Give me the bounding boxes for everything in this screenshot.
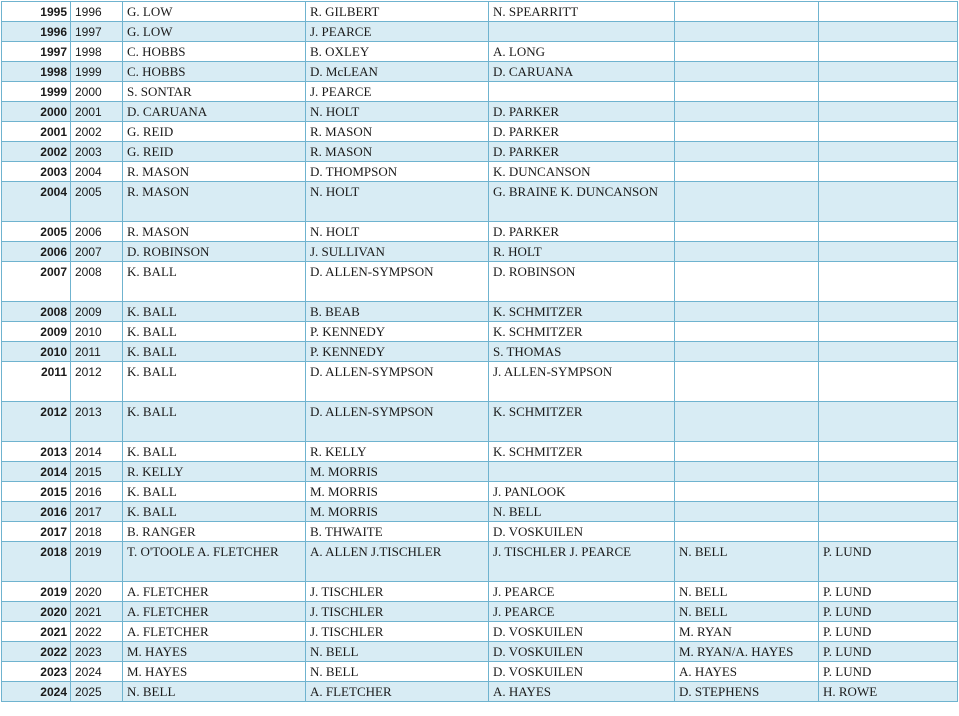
season-start-year-cell: 2016: [2, 502, 71, 522]
season-end-year-cell: 2016: [71, 482, 123, 502]
season-start-year-cell: 2006: [2, 242, 71, 262]
column-4-cell: [675, 82, 819, 102]
column-2-cell: N. BELL: [306, 642, 489, 662]
column-1-cell: R. MASON: [123, 222, 306, 242]
table-row: [2, 142, 958, 162]
column-5-cell: [819, 402, 958, 442]
column-3-cell: K. SCHMITZER: [489, 322, 675, 342]
table-row: [2, 582, 958, 602]
column-5-cell: [819, 482, 958, 502]
column-3-cell: D. VOSKUILEN: [489, 642, 675, 662]
column-5-cell: P. LUND: [819, 662, 958, 682]
season-end-year-cell: 2015: [71, 462, 123, 482]
season-end-year-cell: 2024: [71, 662, 123, 682]
column-3-cell: D. ROBINSON: [489, 262, 675, 302]
column-5-cell: [819, 302, 958, 322]
column-5-cell: H. ROWE: [819, 682, 958, 702]
column-2-cell: A. ALLEN J.TISCHLER: [306, 542, 489, 582]
column-5-cell: [819, 122, 958, 142]
column-4-cell: [675, 502, 819, 522]
season-start-year-cell: 2005: [2, 222, 71, 242]
table-row: [2, 82, 958, 102]
season-start-year-cell: 2002: [2, 142, 71, 162]
column-4-cell: D. STEPHENS: [675, 682, 819, 702]
column-2-cell: N. HOLT: [306, 182, 489, 222]
column-4-cell: [675, 2, 819, 22]
column-2-cell: N. HOLT: [306, 102, 489, 122]
column-2-cell: N. BELL: [306, 662, 489, 682]
column-4-cell: [675, 162, 819, 182]
column-1-cell: A. FLETCHER: [123, 582, 306, 602]
column-5-cell: P. LUND: [819, 622, 958, 642]
season-end-year-cell: 2001: [71, 102, 123, 122]
column-2-cell: M. MORRIS: [306, 462, 489, 482]
column-3-cell: K. SCHMITZER: [489, 442, 675, 462]
column-5-cell: [819, 522, 958, 542]
column-3-cell: D. PARKER: [489, 142, 675, 162]
season-end-year-cell: 2019: [71, 542, 123, 582]
column-3-cell: D. VOSKUILEN: [489, 662, 675, 682]
column-2-cell: A. FLETCHER: [306, 682, 489, 702]
column-2-cell: J. TISCHLER: [306, 582, 489, 602]
table-row: [2, 362, 958, 402]
column-1-cell: K. BALL: [123, 402, 306, 442]
column-2-cell: M. MORRIS: [306, 502, 489, 522]
season-start-year-cell: 2001: [2, 122, 71, 142]
column-5-cell: [819, 502, 958, 522]
column-1-cell: N. BELL: [123, 682, 306, 702]
season-end-year-cell: 1996: [71, 2, 123, 22]
column-1-cell: S. SONTAR: [123, 82, 306, 102]
column-1-cell: M. HAYES: [123, 662, 306, 682]
season-start-year-cell: 1996: [2, 22, 71, 42]
column-2-cell: P. KENNEDY: [306, 322, 489, 342]
column-4-cell: [675, 342, 819, 362]
column-1-cell: R. MASON: [123, 182, 306, 222]
column-3-cell: [489, 22, 675, 42]
season-end-year-cell: 2007: [71, 242, 123, 262]
column-1-cell: K. BALL: [123, 362, 306, 402]
column-5-cell: [819, 2, 958, 22]
column-3-cell: J. TISCHLER J. PEARCE: [489, 542, 675, 582]
column-1-cell: G. LOW: [123, 22, 306, 42]
column-5-cell: [819, 102, 958, 122]
column-2-cell: D. McLEAN: [306, 62, 489, 82]
season-start-year-cell: 2003: [2, 162, 71, 182]
season-start-year-cell: 2018: [2, 542, 71, 582]
season-end-year-cell: 2010: [71, 322, 123, 342]
season-end-year-cell: 2004: [71, 162, 123, 182]
season-end-year-cell: 1999: [71, 62, 123, 82]
column-1-cell: K. BALL: [123, 262, 306, 302]
table-row: [2, 642, 958, 662]
season-start-year-cell: 2015: [2, 482, 71, 502]
season-end-year-cell: 2003: [71, 142, 123, 162]
column-5-cell: [819, 362, 958, 402]
column-3-cell: D. PARKER: [489, 222, 675, 242]
season-end-year-cell: 2013: [71, 402, 123, 442]
column-2-cell: J. SULLIVAN: [306, 242, 489, 262]
column-3-cell: A. LONG: [489, 42, 675, 62]
table-row: [2, 662, 958, 682]
column-2-cell: J. TISCHLER: [306, 602, 489, 622]
column-4-cell: [675, 62, 819, 82]
season-end-year-cell: 1998: [71, 42, 123, 62]
column-3-cell: D. PARKER: [489, 102, 675, 122]
table-row: [2, 102, 958, 122]
season-start-year-cell: 2008: [2, 302, 71, 322]
column-5-cell: [819, 342, 958, 362]
column-3-cell: J. ALLEN-SYMPSON: [489, 362, 675, 402]
season-start-year-cell: 1999: [2, 82, 71, 102]
column-4-cell: [675, 102, 819, 122]
table-row: [2, 622, 958, 642]
column-2-cell: J. PEARCE: [306, 82, 489, 102]
column-4-cell: N. BELL: [675, 542, 819, 582]
season-start-year-cell: 2014: [2, 462, 71, 482]
column-4-cell: [675, 22, 819, 42]
column-5-cell: [819, 142, 958, 162]
column-1-cell: A. FLETCHER: [123, 622, 306, 642]
column-4-cell: [675, 182, 819, 222]
table-row: [2, 122, 958, 142]
table-row: [2, 242, 958, 262]
column-4-cell: M. RYAN: [675, 622, 819, 642]
column-3-cell: D. PARKER: [489, 122, 675, 142]
column-4-cell: [675, 462, 819, 482]
column-1-cell: A. FLETCHER: [123, 602, 306, 622]
season-end-year-cell: 2014: [71, 442, 123, 462]
season-end-year-cell: 2006: [71, 222, 123, 242]
column-3-cell: K. DUNCANSON: [489, 162, 675, 182]
column-4-cell: [675, 42, 819, 62]
column-4-cell: [675, 402, 819, 442]
column-1-cell: R. KELLY: [123, 462, 306, 482]
column-1-cell: K. BALL: [123, 342, 306, 362]
column-4-cell: [675, 302, 819, 322]
column-5-cell: [819, 162, 958, 182]
column-3-cell: K. SCHMITZER: [489, 302, 675, 322]
season-start-year-cell: 1998: [2, 62, 71, 82]
column-3-cell: D. CARUANA: [489, 62, 675, 82]
column-5-cell: [819, 82, 958, 102]
season-end-year-cell: 2021: [71, 602, 123, 622]
season-start-year-cell: 2009: [2, 322, 71, 342]
column-5-cell: P. LUND: [819, 602, 958, 622]
column-1-cell: K. BALL: [123, 482, 306, 502]
season-end-year-cell: 2017: [71, 502, 123, 522]
column-4-cell: [675, 142, 819, 162]
column-5-cell: [819, 62, 958, 82]
table-row: [2, 322, 958, 342]
column-4-cell: N. BELL: [675, 582, 819, 602]
season-start-year-cell: 2010: [2, 342, 71, 362]
season-end-year-cell: 2009: [71, 302, 123, 322]
season-start-year-cell: 2017: [2, 522, 71, 542]
column-5-cell: [819, 242, 958, 262]
column-3-cell: G. BRAINE K. DUNCANSON: [489, 182, 675, 222]
season-start-year-cell: 2022: [2, 642, 71, 662]
column-1-cell: G. LOW: [123, 2, 306, 22]
column-3-cell: N. BELL: [489, 502, 675, 522]
table-row: [2, 522, 958, 542]
column-2-cell: B. OXLEY: [306, 42, 489, 62]
column-4-cell: [675, 442, 819, 462]
column-3-cell: N. SPEARRITT: [489, 2, 675, 22]
column-3-cell: J. PEARCE: [489, 602, 675, 622]
column-2-cell: M. MORRIS: [306, 482, 489, 502]
table-row: [2, 222, 958, 242]
column-1-cell: G. REID: [123, 122, 306, 142]
table-row: [2, 462, 958, 482]
table-row: [2, 22, 958, 42]
column-1-cell: B. RANGER: [123, 522, 306, 542]
column-1-cell: K. BALL: [123, 502, 306, 522]
column-5-cell: P. LUND: [819, 642, 958, 662]
table-row: [2, 682, 958, 702]
column-3-cell: J. PANLOOK: [489, 482, 675, 502]
column-5-cell: [819, 262, 958, 302]
season-end-year-cell: 1997: [71, 22, 123, 42]
season-end-year-cell: 2025: [71, 682, 123, 702]
column-1-cell: R. MASON: [123, 162, 306, 182]
table-row: [2, 542, 958, 582]
column-5-cell: [819, 222, 958, 242]
column-2-cell: R. MASON: [306, 142, 489, 162]
column-2-cell: R. KELLY: [306, 442, 489, 462]
column-3-cell: S. THOMAS: [489, 342, 675, 362]
column-2-cell: D. ALLEN-SYMPSON: [306, 402, 489, 442]
column-1-cell: G. REID: [123, 142, 306, 162]
season-end-year-cell: 2022: [71, 622, 123, 642]
column-1-cell: K. BALL: [123, 322, 306, 342]
column-1-cell: K. BALL: [123, 442, 306, 462]
table-row: [2, 502, 958, 522]
table-row: [2, 402, 958, 442]
column-3-cell: [489, 462, 675, 482]
column-2-cell: J. PEARCE: [306, 22, 489, 42]
season-start-year-cell: 1997: [2, 42, 71, 62]
season-start-year-cell: 2004: [2, 182, 71, 222]
season-start-year-cell: 2020: [2, 602, 71, 622]
table-body: [2, 2, 958, 702]
season-end-year-cell: 2002: [71, 122, 123, 142]
season-start-year-cell: 2013: [2, 442, 71, 462]
table-row: [2, 162, 958, 182]
table-row: [2, 442, 958, 462]
column-3-cell: K. SCHMITZER: [489, 402, 675, 442]
column-1-cell: K. BALL: [123, 302, 306, 322]
table-row: [2, 262, 958, 302]
column-5-cell: P. LUND: [819, 582, 958, 602]
column-4-cell: [675, 222, 819, 242]
column-2-cell: J. TISCHLER: [306, 622, 489, 642]
column-2-cell: D. THOMPSON: [306, 162, 489, 182]
column-2-cell: R. MASON: [306, 122, 489, 142]
column-4-cell: [675, 242, 819, 262]
column-3-cell: R. HOLT: [489, 242, 675, 262]
column-5-cell: [819, 322, 958, 342]
season-start-year-cell: 2023: [2, 662, 71, 682]
season-start-year-cell: 2012: [2, 402, 71, 442]
column-5-cell: P. LUND: [819, 542, 958, 582]
season-end-year-cell: 2023: [71, 642, 123, 662]
table-row: [2, 42, 958, 62]
column-4-cell: [675, 322, 819, 342]
column-4-cell: M. RYAN/A. HAYES: [675, 642, 819, 662]
column-3-cell: D. VOSKUILEN: [489, 522, 675, 542]
column-3-cell: [489, 82, 675, 102]
column-4-cell: A. HAYES: [675, 662, 819, 682]
table-row: [2, 2, 958, 22]
column-4-cell: [675, 482, 819, 502]
season-end-year-cell: 2020: [71, 582, 123, 602]
column-5-cell: [819, 462, 958, 482]
column-1-cell: M. HAYES: [123, 642, 306, 662]
season-end-year-cell: 2018: [71, 522, 123, 542]
season-start-year-cell: 1995: [2, 2, 71, 22]
column-2-cell: B. BEAB: [306, 302, 489, 322]
column-3-cell: A. HAYES: [489, 682, 675, 702]
column-4-cell: [675, 262, 819, 302]
column-1-cell: C. HOBBS: [123, 62, 306, 82]
table-row: [2, 482, 958, 502]
season-start-year-cell: 2024: [2, 682, 71, 702]
table-row: [2, 182, 958, 222]
column-1-cell: T. O'TOOLE A. FLETCHER: [123, 542, 306, 582]
column-3-cell: D. VOSKUILEN: [489, 622, 675, 642]
honours-table: [1, 1, 958, 702]
column-5-cell: [819, 42, 958, 62]
season-start-year-cell: 2007: [2, 262, 71, 302]
season-end-year-cell: 2005: [71, 182, 123, 222]
table-row: [2, 342, 958, 362]
season-end-year-cell: 2011: [71, 342, 123, 362]
season-end-year-cell: 2012: [71, 362, 123, 402]
column-5-cell: [819, 442, 958, 462]
column-1-cell: D. ROBINSON: [123, 242, 306, 262]
column-2-cell: P. KENNEDY: [306, 342, 489, 362]
column-1-cell: C. HOBBS: [123, 42, 306, 62]
column-2-cell: R. GILBERT: [306, 2, 489, 22]
table-row: [2, 602, 958, 622]
column-2-cell: B. THWAITE: [306, 522, 489, 542]
season-start-year-cell: 2011: [2, 362, 71, 402]
column-2-cell: D. ALLEN-SYMPSON: [306, 362, 489, 402]
column-4-cell: [675, 122, 819, 142]
column-3-cell: J. PEARCE: [489, 582, 675, 602]
column-5-cell: [819, 22, 958, 42]
column-4-cell: [675, 522, 819, 542]
season-start-year-cell: 2000: [2, 102, 71, 122]
column-2-cell: N. HOLT: [306, 222, 489, 242]
table-row: [2, 62, 958, 82]
column-2-cell: D. ALLEN-SYMPSON: [306, 262, 489, 302]
season-start-year-cell: 2021: [2, 622, 71, 642]
season-end-year-cell: 2000: [71, 82, 123, 102]
table-row: [2, 302, 958, 322]
column-4-cell: [675, 362, 819, 402]
season-end-year-cell: 2008: [71, 262, 123, 302]
season-start-year-cell: 2019: [2, 582, 71, 602]
column-1-cell: D. CARUANA: [123, 102, 306, 122]
column-4-cell: N. BELL: [675, 602, 819, 622]
column-5-cell: [819, 182, 958, 222]
